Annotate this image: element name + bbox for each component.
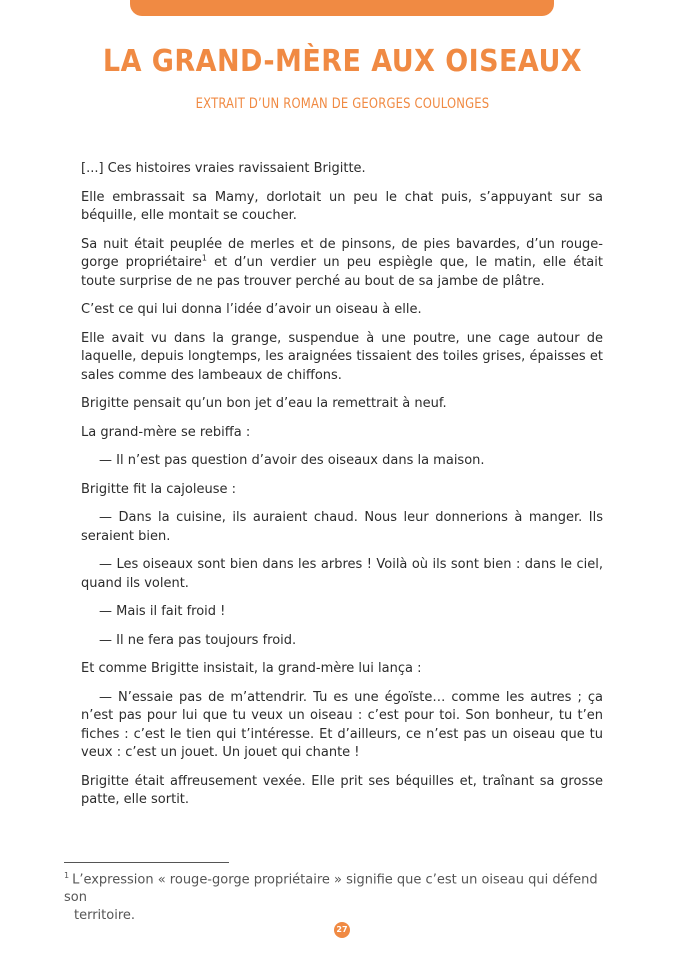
dialogue-line: — Il ne fera pas toujours froid. xyxy=(99,632,297,648)
footnote xyxy=(64,867,604,925)
paragraph: Brigitte fit la cajoleuse : xyxy=(81,481,237,497)
paragraph: Brigitte pensait qu’un bon jet d’eau la remettrait à neuf. xyxy=(81,396,447,411)
dialogue-line: — Dans la cuisine, ils auraient chaud. Nous leur donnerions à manger. Ils seraient bien. xyxy=(81,510,603,544)
paragraph: C’est ce qui lui donna l’idée d’avoir un oiseau à elle. xyxy=(81,302,422,317)
dialogue-line: — N’essaie pas de m’attendrir. Tu es une égoïste… comme les autres ; ça n’est pas pour lui que tu veux un oiseau : c’est pour toi. Son bonheur, tu t’en fiches : c’est le tien qui t’intéresse. Et d’ailleurs, ce n’est pas un oiseau que tu veux : c’est un jouet. Un jouet qui chante ! xyxy=(81,689,603,760)
footnote-ref: 1 xyxy=(201,253,207,263)
footnote-mark: 1 xyxy=(64,871,70,880)
footnote-text: L’expression « rouge-gorge propriétaire » signifie que c’est un oiseau qui défend son xyxy=(64,872,598,906)
footnote-text: territoire. xyxy=(74,908,136,924)
article-body xyxy=(81,160,603,820)
dialogue-line: — Les oiseaux sont bien dans les arbres ! Voilà où ils sont bien : dans le ciel, quand ils volent. xyxy=(81,557,603,591)
paragraph: Elle avait vu dans la grange, suspendue à une poutre, une cage autour de laquelle, depuis longtemps, les araignées tissaient des toiles grises, épaisses et sales comme des lambeaux de chiffons. xyxy=(81,330,603,383)
paragraph-text: et d’un verdier un peu espiègle que, le matin, elle était toute surprise de ne pas trouver perché au bout de sa jambe de plâtre. xyxy=(81,255,603,289)
paragraph: [...] Ces histoires vraies ravissaient Brigitte. xyxy=(81,161,366,176)
paragraph: La grand-mère se rebiffa : xyxy=(81,424,251,440)
paragraph: Et comme Brigitte insistait, la grand-mère lui lança : xyxy=(81,661,422,676)
page-subtitle: EXTRAIT D’UN ROMAN DE GEORGES COULONGES xyxy=(195,96,490,112)
paragraph-text: Sa nuit était peuplée de merles et de pinsons, de pies bavardes, d’un rouge-gorge propriétaire xyxy=(81,236,603,270)
dialogue-line: — Il n’est pas question d’avoir des oiseaux dans la maison. xyxy=(99,453,485,468)
paragraph: Brigitte était affreusement vexée. Elle prit ses béquilles et, traînant sa grosse patte, elle sortit. xyxy=(81,773,603,807)
paragraph xyxy=(81,236,603,292)
footnote-divider xyxy=(64,862,229,863)
dialogue-line: — Mais il fait froid ! xyxy=(99,604,226,619)
paragraph: Elle embrassait sa Mamy, dorlotait un peu le chat puis, s’appuyant sur sa béquille, elle montait se coucher. xyxy=(81,189,603,223)
header-tab xyxy=(130,0,554,16)
page-number-badge: 27 xyxy=(334,922,350,938)
page-title: LA GRAND-MÈRE AUX OISEAUX xyxy=(102,44,583,79)
